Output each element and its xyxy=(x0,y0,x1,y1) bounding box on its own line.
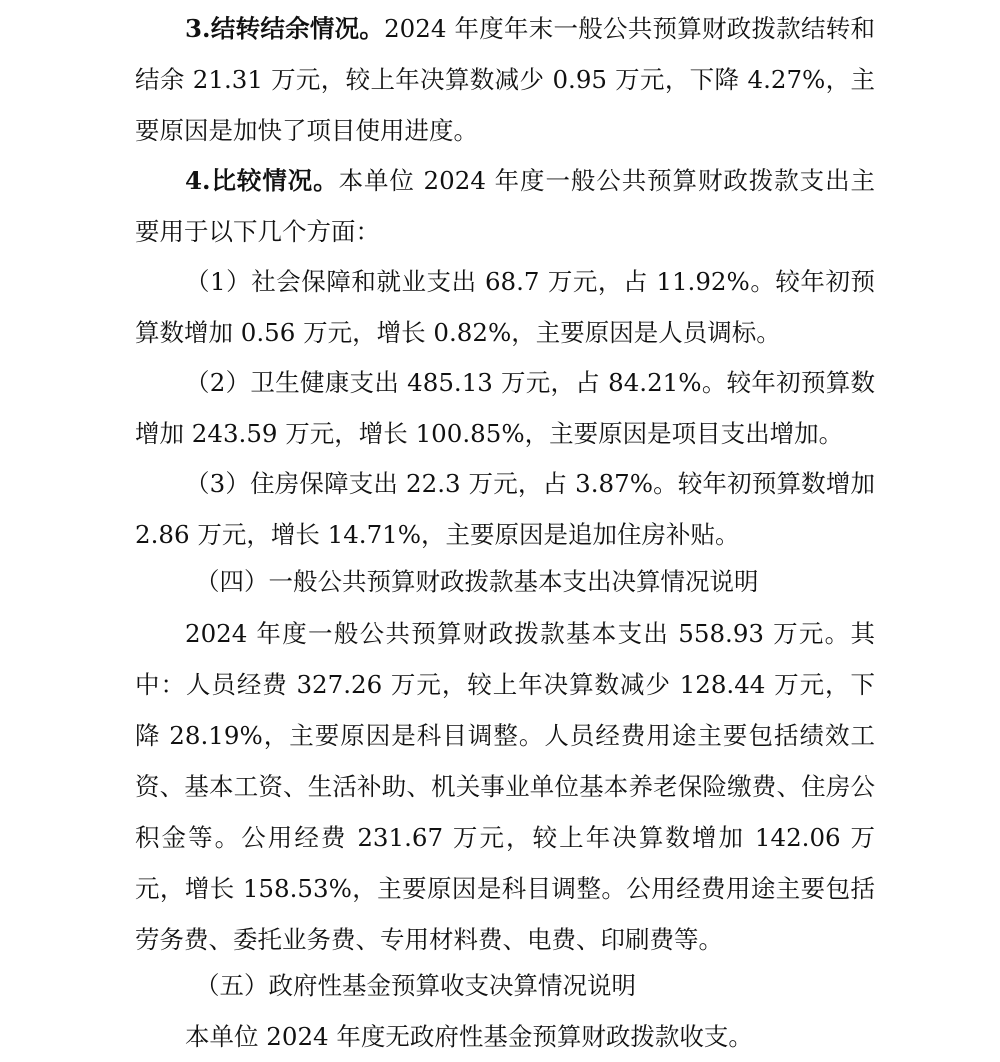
paragraph-housing: （3）住房保障支出 22.3 万元，占 3.87%。较年初预算数增加 2.86 万元，增长 14.71%，主要原因是追加住房补贴。 xyxy=(135,469,875,549)
section-heading-basic-expenditure: （四）一般公共预算财政拨款基本支出决算情况说明 xyxy=(195,567,759,596)
paragraph-comparison xyxy=(135,155,875,257)
paragraph-social-security: （1）社会保障和就业支出 68.7 万元，占 11.92%。较年初预算数增加 0.56 万元，增长 0.82%，主要原因是人员调标。 xyxy=(135,267,875,347)
paragraph-text: 2024 年度年末一般公共预算财政拨款结转和结余 21.31 万元，较上年决算数减少 0.95 万元，下降 4.27%，主要原因是加快了项目使用进度。 xyxy=(135,14,876,145)
section-heading-carryover: 3.结转结余情况。 xyxy=(185,14,385,43)
paragraph-text: 本单位 2024 年度一般公共预算财政拨款支出主要用于以下几个方面： xyxy=(135,166,875,246)
paragraph-government-fund: 本单位 2024 年度无政府性基金预算财政拨款收支。 xyxy=(185,1022,753,1051)
section-heading-comparison: 4.比较情况。 xyxy=(185,166,339,195)
paragraph-basic-expenditure: 2024 年度一般公共预算财政拨款基本支出 558.93 万元。其中：人员经费 327.26 万元，较上年决算数减少 128.44 万元，下降 28.19%，主要原因是科目调整。人员经费用途主要包括绩效工资、基本工资、生活补助、机关事业单位基本养老保险缴费、住房公积金等。公用经费 231.67 万元，较上年决算数增加 142.06 万元，增长 158.53%，主要原因是科目调整。公用经费用途主要包括劳务费、委托业务费、专用材料费、电费、印刷费等。 xyxy=(135,619,875,954)
section-heading-government-fund: （五）政府性基金预算收支决算情况说明 xyxy=(195,971,636,1000)
paragraph-carryover-balance xyxy=(135,3,875,156)
paragraph-health: （2）卫生健康支出 485.13 万元，占 84.21%。较年初预算数增加 243.59 万元，增长 100.85%，主要原因是项目支出增加。 xyxy=(135,368,875,448)
